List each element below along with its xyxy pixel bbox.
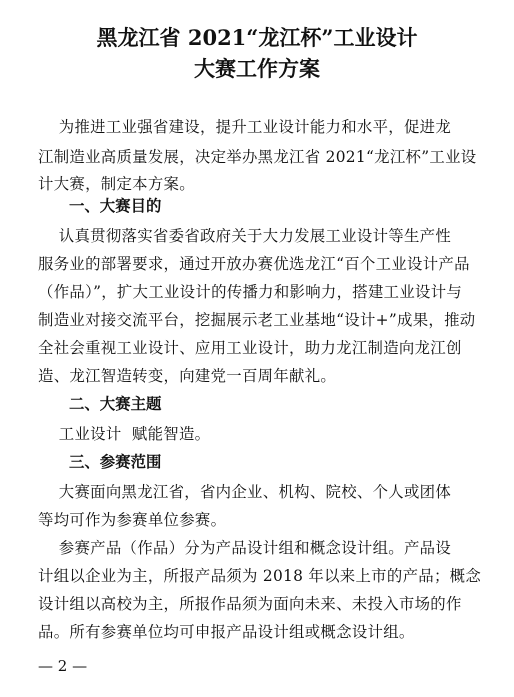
body-line: 造、龙江智造转变，向建党一百周年献礼。 [38,367,337,385]
body-line: 计大赛，制定本方案。 [38,175,195,193]
body-line: 等均可作为参赛单位参赛。 [38,511,227,529]
page-number: — 2 — [38,657,88,675]
section-heading-purpose: 一、大赛目的 [69,197,162,215]
body-line: 计组以企业为主，所报产品须为 2018 年以来上市的产品；概念 [38,567,482,585]
body-line: 服务业的部署要求，通过开放办赛优选龙江“百个工业设计产品 [38,255,470,273]
body-line: 全社会重视工业设计、应用工业设计，助力龙江制造向龙江创 [38,339,462,357]
body-line: 参赛产品（作品）分为产品设计组和概念设计组。产品设 [38,539,452,557]
body-line: 品。所有参赛单位均可申报产品设计组或概念设计组。 [38,623,415,641]
body-line: （作品）”，扩大工业设计的传播力和影响力，搭建工业设计与 [38,283,463,301]
section-heading-scope: 三、参赛范围 [69,453,162,471]
document-title-line-1: 黑龙江省 2021“龙江杯”工业设计 [96,25,418,50]
body-line: 江制造业高质量发展，决定举办黑龙江省 2021“龙江杯”工业设 [38,148,477,166]
body-line: 大赛面向黑龙江省，省内企业、机构、院校、个人或团体 [38,483,452,501]
body-line: 工业设计 赋能智造。 [38,425,211,443]
document-title-line-2: 大赛工作方案 [194,56,320,81]
body-line: 设计组以高校为主，所报作品须为面向未来、未投入市场的作 [38,595,462,613]
body-line: 认真贯彻落实省委省政府关于大力发展工业设计等生产性 [38,227,452,245]
section-heading-theme: 二、大赛主题 [69,395,162,413]
body-line: 制造业对接交流平台，挖掘展示老工业基地“设计+”成果，推动 [38,311,476,329]
body-line: 为推进工业强省建设，提升工业设计能力和水平，促进龙 [38,118,452,136]
